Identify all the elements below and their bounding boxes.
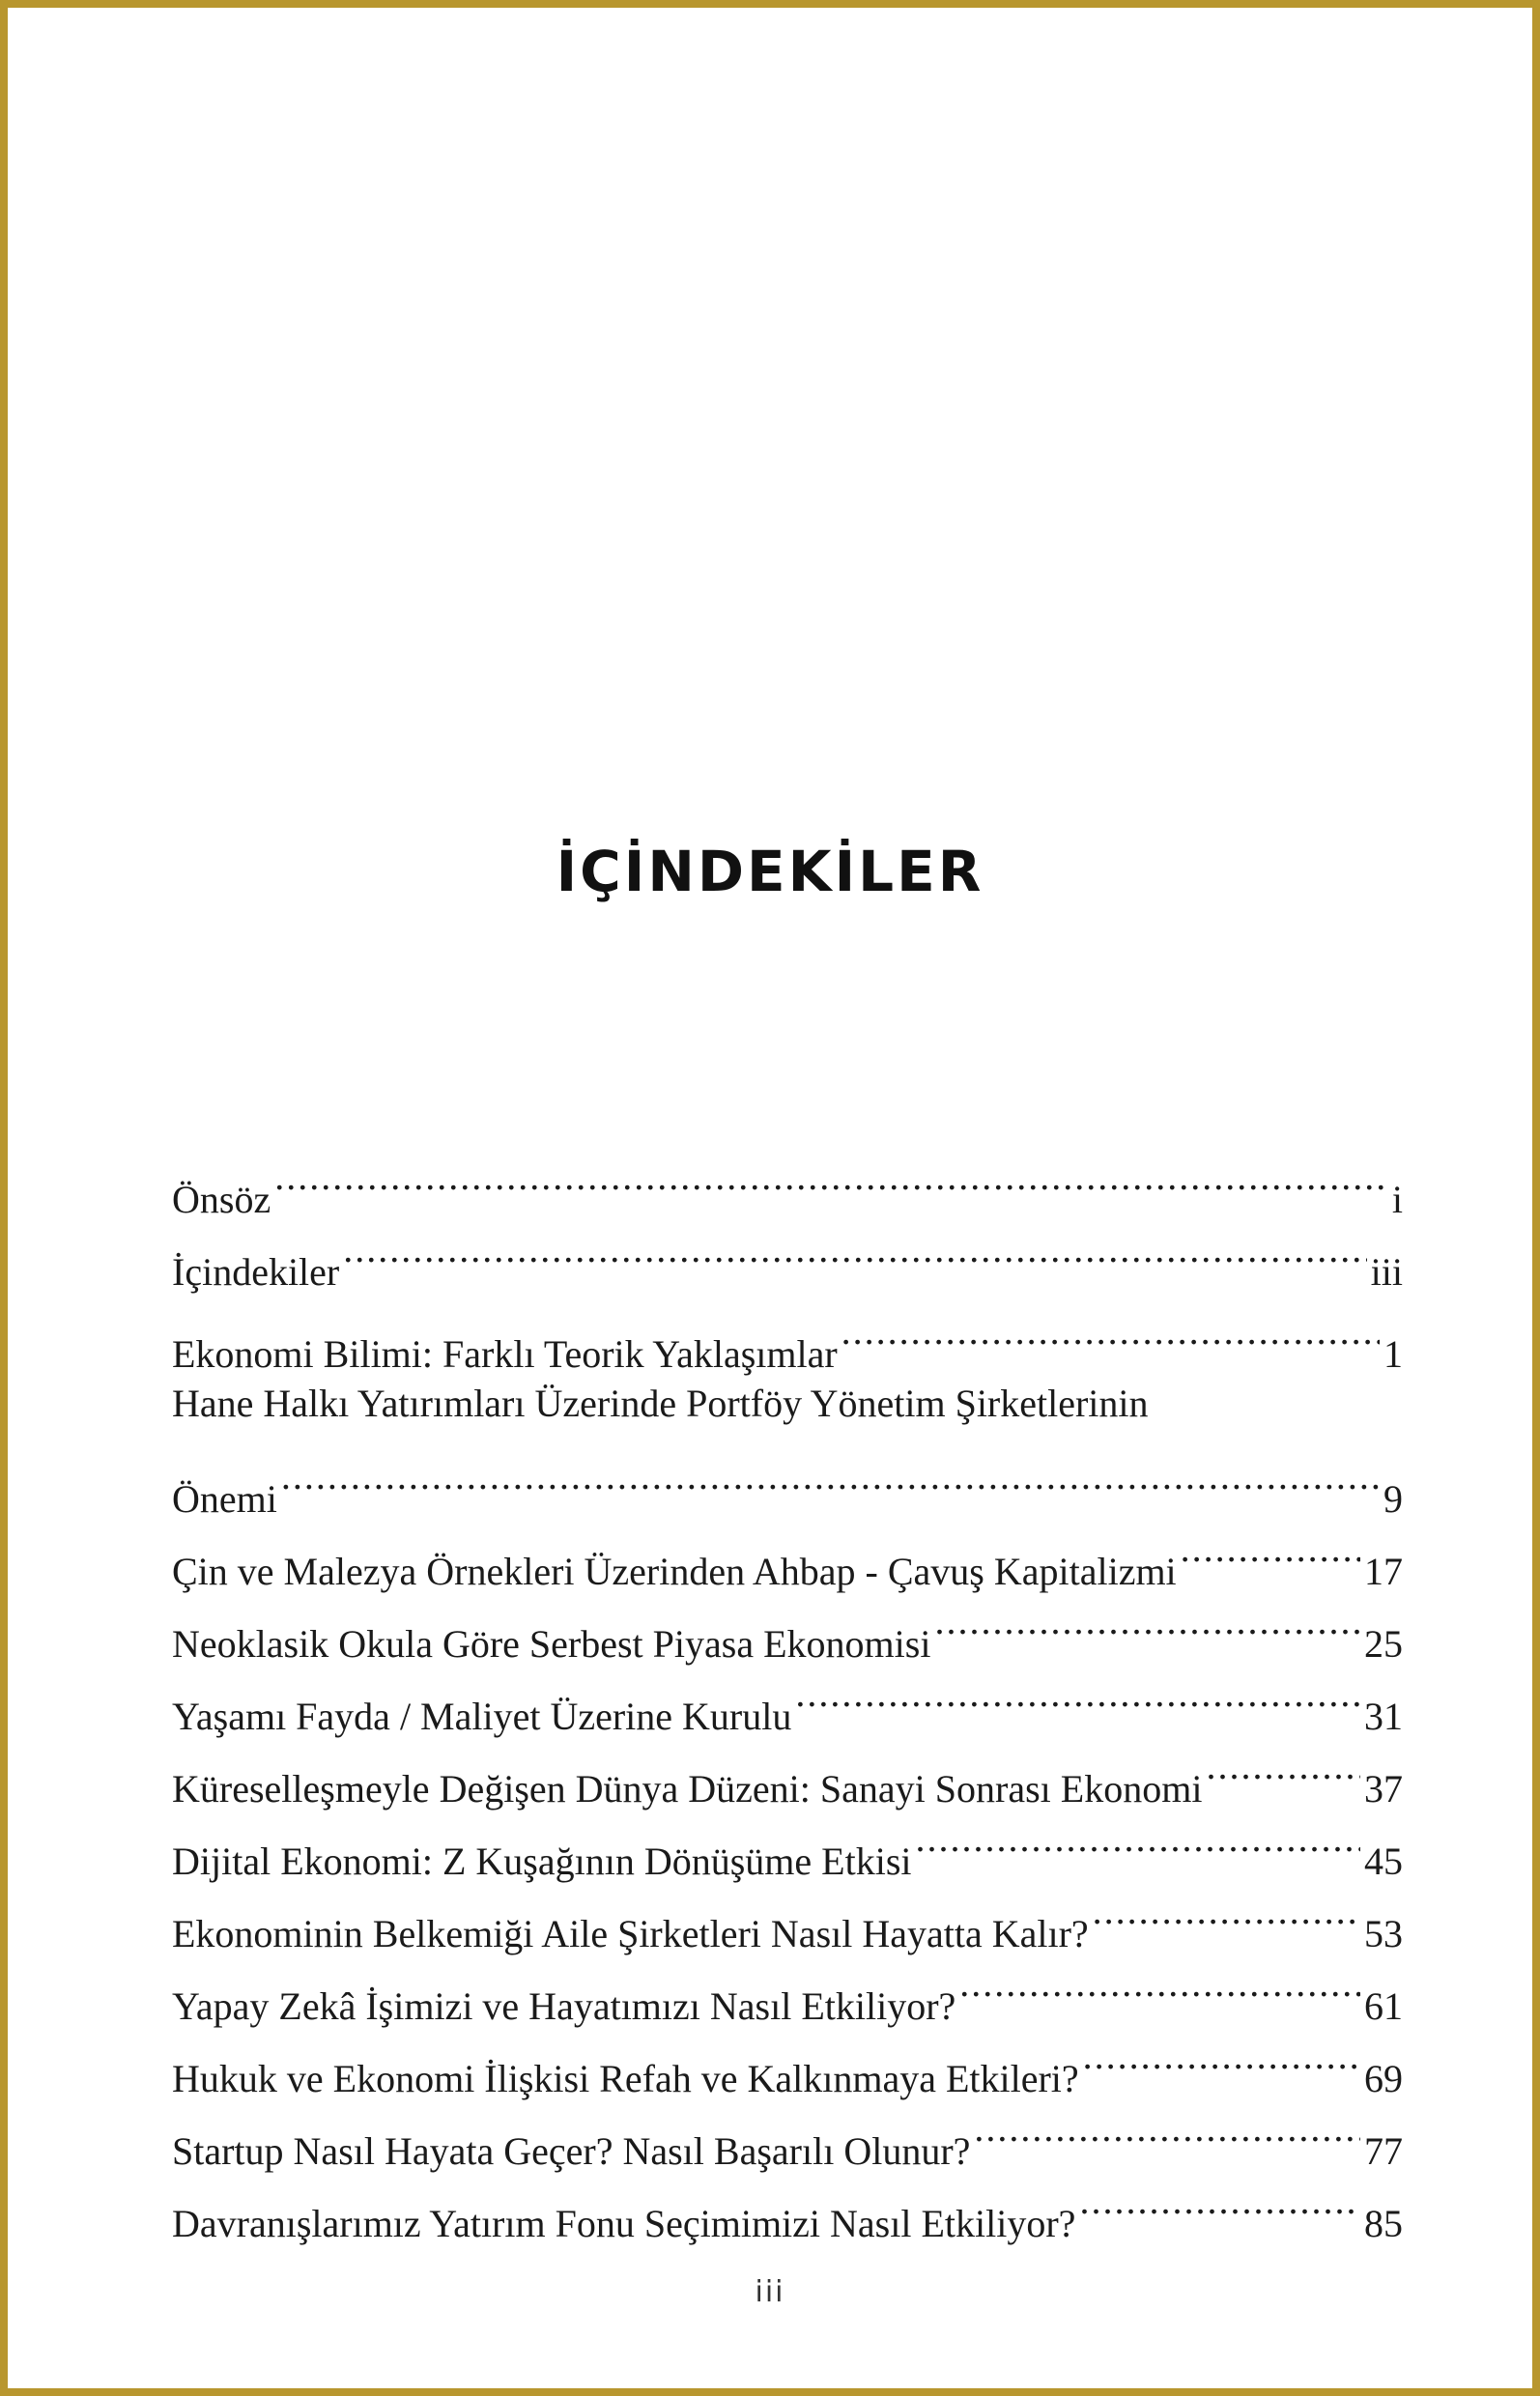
- toc-entry-page: 85: [1364, 2202, 1403, 2245]
- toc-entry-title: Dijital Ekonomi: Z Kuşağının Dönüşüme Etkisi: [172, 1840, 912, 1883]
- toc-entry-title: Önemi: [172, 1477, 277, 1521]
- toc-entry-title: Davranışlarımız Yatırım Fonu Seçimimizi Nasıl Etkiliyor?: [172, 2202, 1076, 2245]
- toc-entry-chapter-1[interactable]: [172, 1295, 1403, 1376]
- toc-entry-page: 31: [1364, 1695, 1403, 1738]
- dot-leader: [959, 1947, 1360, 2019]
- dot-leader: [1093, 1874, 1360, 1947]
- toc-entry-page: i: [1391, 1178, 1403, 1221]
- dot-leader: [1181, 1512, 1360, 1584]
- toc-entry-icindekiler[interactable]: [172, 1212, 1403, 1294]
- toc-entry-onsoz[interactable]: [172, 1140, 1403, 1221]
- toc-entry-page: 17: [1364, 1550, 1403, 1593]
- dot-leader: [343, 1212, 1366, 1285]
- dot-leader: [916, 1802, 1360, 1874]
- toc-entry-page: 53: [1364, 1912, 1403, 1955]
- toc-entry-chapter-2[interactable]: [172, 1440, 1403, 1521]
- toc-entry-title: İçindekiler: [172, 1250, 340, 1294]
- dot-leader: [1083, 2019, 1360, 2092]
- toc-entry-page: 69: [1364, 2057, 1403, 2100]
- toc-entry-title: Küreselleşmeyle Değişen Dünya Düzeni: Sanayi Sonrası Ekonomi: [172, 1767, 1203, 1811]
- toc-entry-page: 9: [1383, 1477, 1403, 1521]
- toc-entry-page: 61: [1364, 1984, 1403, 2028]
- dot-leader: [934, 1584, 1360, 1657]
- toc-entry-title: Hukuk ve Ekonomi İlişkisi Refah ve Kalkınmaya Etkileri?: [172, 2057, 1079, 2100]
- table-of-contents: [172, 1140, 1403, 2245]
- toc-entry-page: 25: [1364, 1622, 1403, 1666]
- toc-entry-title: Neoklasik Okula Göre Serbest Piyasa Ekonomisi: [172, 1622, 931, 1666]
- dot-leader: [795, 1657, 1360, 1729]
- dot-leader: [974, 2092, 1360, 2164]
- dot-leader: [841, 1295, 1380, 1367]
- toc-entry-chapter-3[interactable]: [172, 1512, 1403, 1593]
- toc-entry-title: Ekonominin Belkemiği Aile Şirketleri Nasıl Hayatta Kalır?: [172, 1912, 1089, 1955]
- page-title: İÇİNDEKİLER: [556, 839, 984, 904]
- toc-entry-page: 1: [1383, 1332, 1403, 1376]
- toc-entry-title: Ekonomi Bilimi: Farklı Teorik Yaklaşımlar: [172, 1332, 838, 1376]
- dot-leader: [1206, 1729, 1360, 1802]
- toc-entry-title: Yaşamı Fayda / Maliyet Üzerine Kurulu: [172, 1695, 792, 1738]
- toc-entry-chapter-2-line1[interactable]: [172, 1367, 1403, 1440]
- toc-entry-page: 77: [1364, 2129, 1403, 2173]
- dot-leader: [1079, 2164, 1360, 2237]
- toc-entry-title: Çin ve Malezya Örnekleri Üzerinden Ahbap - Çavuş Kapitalizmi: [172, 1550, 1177, 1593]
- toc-entry-title-line1: Hane Halkı Yatırımları Üzerinde Portföy Yönetim Şirketlerinin: [172, 1382, 1149, 1425]
- toc-entry-title: Yapay Zekâ İşimizi ve Hayatımızı Nasıl Etkiliyor?: [172, 1984, 956, 2028]
- toc-entry-page: 37: [1364, 1767, 1403, 1811]
- dot-leader: [281, 1440, 1380, 1512]
- toc-entry-title: Startup Nasıl Hayata Geçer? Nasıl Başarılı Olunur?: [172, 2129, 971, 2173]
- toc-entry-page: 45: [1364, 1840, 1403, 1883]
- dot-leader: [274, 1140, 1388, 1212]
- toc-entry-page: iii: [1370, 1250, 1403, 1294]
- page-number: iii: [755, 2275, 785, 2309]
- toc-entry-title: Önsöz: [172, 1178, 271, 1221]
